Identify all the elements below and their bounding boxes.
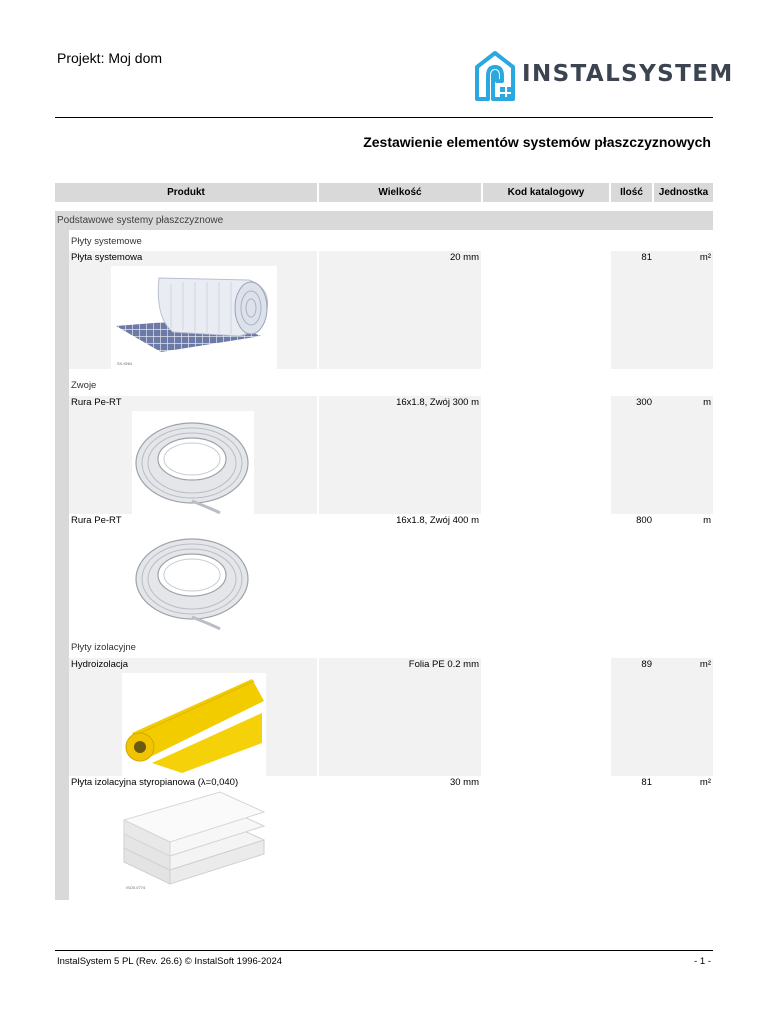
- product-name: Rura Pe-RT: [71, 515, 122, 526]
- product-unit: m²: [699, 777, 711, 788]
- yellow-foil-roll-image: [122, 673, 266, 776]
- section-title: Podstawowe systemy płaszczyznowe: [57, 215, 224, 226]
- product-size: Folia PE 0.2 mm: [408, 659, 479, 670]
- product-size: 20 mm: [449, 252, 479, 263]
- group-label: Zwoje: [71, 380, 97, 391]
- product-quantity: 81: [641, 777, 652, 788]
- product-size: 16x1.8, Zwój 400 m: [396, 515, 479, 526]
- column-header-catalog-code: Kod katalogowy: [483, 183, 609, 202]
- product-quantity: 800: [636, 515, 652, 526]
- header-divider: [55, 117, 713, 118]
- group-label: Płyty systemowe: [71, 236, 142, 247]
- cell-bg: [319, 251, 481, 369]
- page-number: - 1 -: [694, 956, 711, 967]
- logo-text: INSTALSYSTEM: [522, 61, 734, 87]
- project-name: Projekt: Moj dom: [57, 50, 163, 66]
- group-label: Płyty izolacyjne: [71, 642, 136, 653]
- product-name: Rura Pe-RT: [71, 397, 122, 408]
- image-caption: ISO0.0774: [126, 885, 146, 890]
- product-name: Płyta systemowa: [71, 252, 143, 263]
- product-quantity: 81: [641, 252, 652, 263]
- cell-bg: [611, 251, 713, 369]
- product-unit: m: [703, 515, 711, 526]
- product-quantity: 300: [636, 397, 652, 408]
- cell-bg: [611, 658, 713, 776]
- pipe-coil-image: [132, 529, 254, 632]
- product-size: 16x1.8, Zwój 300 m: [396, 397, 479, 408]
- system-board-roll-image: [111, 266, 277, 369]
- column-header-product: Produkt: [55, 183, 317, 202]
- cell-bg: [319, 658, 481, 776]
- column-header-size: Wielkość: [319, 183, 481, 202]
- cell-bg: [319, 396, 481, 514]
- product-quantity: 89: [641, 659, 652, 670]
- product-unit: m²: [699, 659, 711, 670]
- instalsystem-logo: [472, 50, 734, 102]
- pipe-coil-image: [132, 411, 254, 514]
- house-logo-icon: [472, 50, 518, 102]
- footer-divider: [55, 950, 713, 951]
- product-unit: m²: [699, 252, 711, 263]
- image-caption: SX.KNN: [117, 361, 132, 366]
- section-header: [55, 211, 713, 230]
- document-title: Zestawienie elementów systemów płaszczyznowych: [363, 134, 711, 150]
- footer-copyright: InstalSystem 5 PL (Rev. 26.6) © InstalSoft 1996-2024: [57, 956, 283, 967]
- product-size: 30 mm: [449, 777, 479, 788]
- cell-bg: [611, 396, 713, 514]
- product-name: Hydroizolacja: [71, 659, 129, 670]
- styrofoam-boards-image: [120, 790, 266, 893]
- column-header-quantity: Ilość: [611, 183, 652, 202]
- section-indent-strip: [55, 230, 69, 900]
- product-name: Płyta izolacyjna styropianowa (λ=0,040): [71, 777, 239, 788]
- product-unit: m: [703, 397, 711, 408]
- column-header-unit: Jednostka: [654, 183, 713, 202]
